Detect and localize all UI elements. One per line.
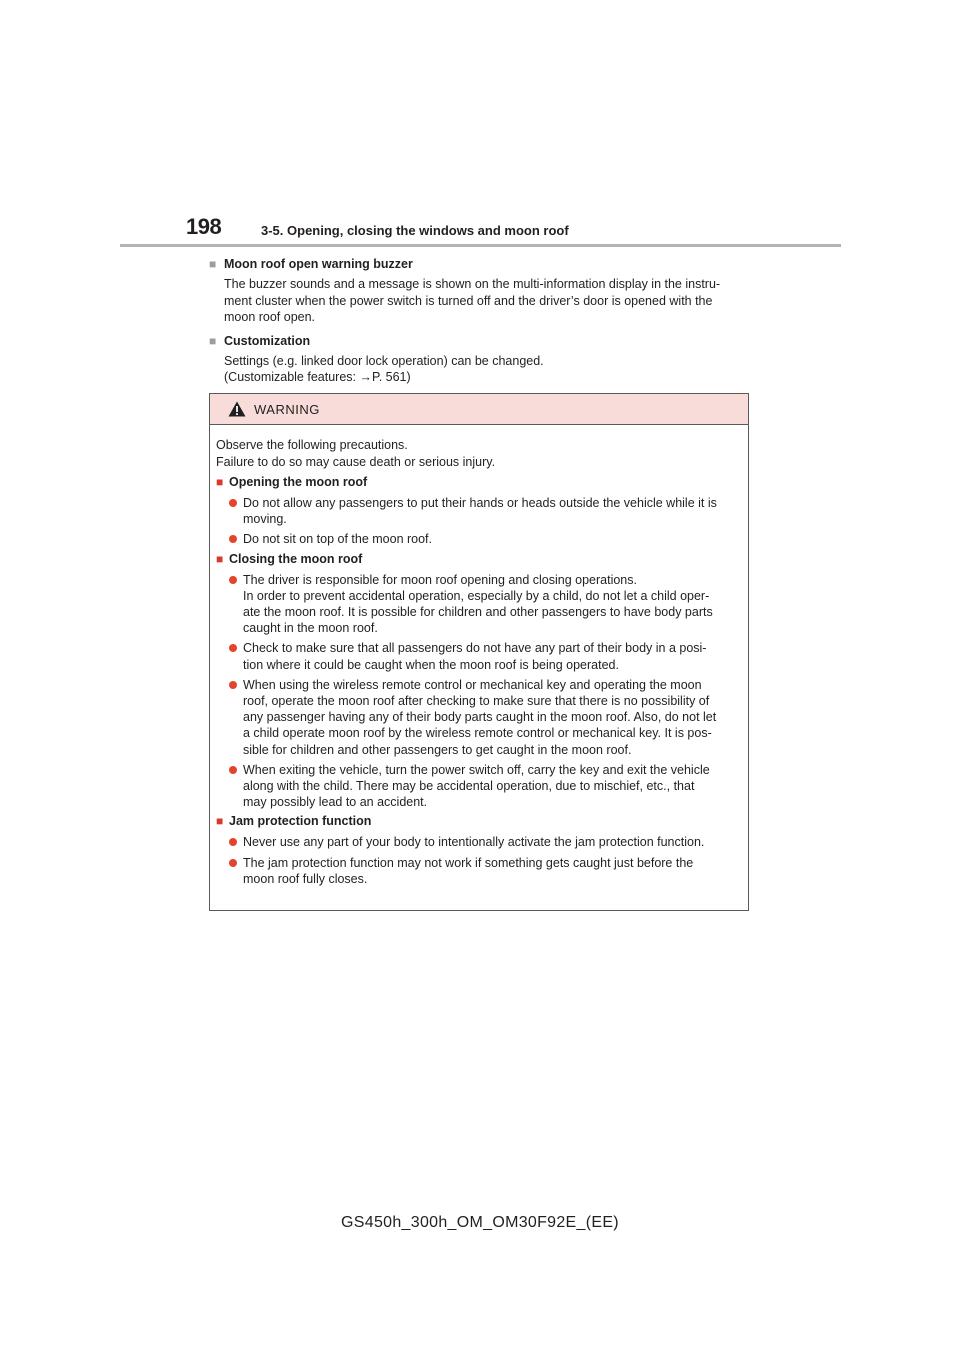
intro-line: Failure to do so may cause death or serious injury. — [216, 454, 496, 469]
note-line: Settings (e.g. linked door lock operation) can be changed. — [224, 353, 544, 368]
warning-bullet — [229, 495, 742, 527]
section-title: 3-5. Opening, closing the windows and moon roof — [261, 223, 569, 238]
bullet-line: any passenger having any of their body parts caught in the moon roof. Also, do not let — [243, 710, 717, 725]
bullet-line: ate the moon roof. It is possible for children and other passengers to have body parts — [243, 605, 713, 620]
bullet-text — [243, 640, 742, 672]
warning-section-jam-protection — [216, 813, 742, 887]
note-line-page-reference[interactable]: (Customizable features: →P. 561) — [224, 370, 411, 384]
note-body — [209, 353, 745, 386]
warning-section-heading — [216, 474, 742, 491]
note-heading — [209, 332, 745, 350]
bullet-line: The driver is responsible for moon roof opening and closing operations. — [243, 572, 637, 587]
bullet-line: roof, operate the moon roof after checking to make sure that there is no possibility of — [243, 694, 710, 709]
section-heading-text: Opening the moon roof — [229, 475, 368, 489]
bullet-text — [243, 677, 742, 758]
note-customization — [209, 332, 745, 386]
note-moon-roof-buzzer — [209, 255, 745, 326]
warning-header — [210, 394, 748, 425]
bullet-line: The jam protection function may not work if something gets caught just before the — [243, 855, 694, 870]
warning-section-opening — [216, 474, 742, 548]
red-dot-icon — [229, 499, 237, 507]
header-rule — [120, 244, 841, 247]
bullet-line: When exiting the vehicle, turn the power switch off, carry the key and exit the vehicle — [243, 762, 710, 777]
square-bullet-icon: ■ — [216, 814, 224, 829]
bullet-text — [243, 572, 742, 637]
note-body — [209, 276, 745, 326]
bullet-text — [243, 855, 742, 887]
bullet-line: In order to prevent accidental operation, especially by a child, do not let a child oper- — [243, 588, 710, 603]
warning-bullet — [229, 531, 742, 547]
footer-document-code: GS450h_300h_OM_OM30F92E_(EE) — [341, 1214, 619, 1231]
warning-box — [209, 393, 749, 911]
section-heading-text: Jam protection function — [229, 814, 372, 829]
warning-section-closing — [216, 551, 742, 811]
note-line: The buzzer sounds and a message is shown on the multi-information display in the instru- — [224, 277, 721, 291]
note-title: Customization — [224, 333, 311, 348]
red-dot-icon — [229, 766, 237, 774]
intro-line: Observe the following precautions. — [216, 438, 408, 452]
bullet-line: along with the child. There may be accidental operation, due to mischief, etc., that — [243, 779, 695, 794]
bullet-line: a child operate moon roof by the wireless remote control or mechanical key. It is pos- — [243, 726, 712, 741]
note-title: Moon roof open warning buzzer — [224, 257, 413, 271]
bullet-line: Do not sit on top of the moon roof. — [243, 532, 433, 547]
note-heading — [209, 255, 745, 273]
bullet-line: tion where it could be caught when the moon roof is being operated. — [243, 657, 619, 672]
red-dot-icon — [229, 535, 237, 543]
bullet-line: Check to make sure that all passengers do not have any part of their body in a posi- — [243, 641, 707, 656]
bullet-line: moving. — [243, 512, 287, 527]
bullet-line: caught in the moon roof. — [243, 621, 378, 636]
warning-section-heading — [216, 813, 742, 830]
warning-bullet — [229, 572, 742, 637]
bullet-text — [243, 762, 742, 811]
notes-content — [209, 255, 745, 392]
bullet-line: moon roof fully closes. — [243, 871, 368, 886]
bullet-text — [243, 531, 742, 547]
red-dot-icon — [229, 859, 237, 867]
bullet-line: Never use any part of your body to intentionally activate the jam protection function. — [243, 835, 705, 850]
red-dot-icon — [229, 681, 237, 689]
red-dot-icon — [229, 576, 237, 584]
bullet-line: Do not allow any passengers to put their hands or heads outside the vehicle while it is — [243, 496, 717, 510]
bullet-line: When using the wireless remote control or mechanical key and operating the moon — [243, 677, 702, 692]
warning-bullet — [229, 677, 742, 758]
warning-body — [210, 425, 748, 887]
note-line: ment cluster when the power switch is turned off and the driver’s door is opened with the — [224, 293, 713, 308]
warning-bullet — [229, 834, 742, 850]
red-dot-icon — [229, 838, 237, 846]
square-bullet-icon: ■ — [216, 475, 224, 489]
bullet-line: sible for children and other passengers to get caught in the moon roof. — [243, 742, 632, 757]
warning-bullet — [229, 762, 742, 811]
warning-triangle-icon — [228, 401, 246, 417]
warning-bullet — [229, 640, 742, 672]
section-heading-text: Closing the moon roof — [229, 551, 363, 566]
warning-intro — [216, 437, 742, 470]
bullet-text — [243, 495, 742, 527]
bullet-text — [243, 834, 742, 850]
note-line: moon roof open. — [224, 310, 316, 324]
warning-title: WARNING — [254, 401, 320, 417]
warning-section-heading — [216, 551, 742, 568]
warning-bullet — [229, 855, 742, 887]
red-dot-icon — [229, 644, 237, 652]
bullet-line: may possibly lead to an accident. — [243, 795, 428, 810]
page-number: 198 — [186, 214, 222, 239]
square-bullet-icon: ■ — [209, 257, 217, 271]
square-bullet-icon: ■ — [216, 551, 224, 566]
square-bullet-icon: ■ — [209, 333, 217, 348]
